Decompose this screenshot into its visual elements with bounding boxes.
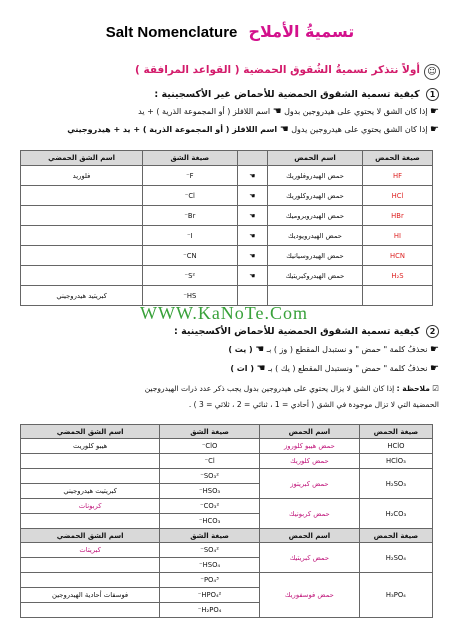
- cell-acid: حمض كلوريك: [259, 454, 359, 469]
- table-row: [21, 573, 433, 588]
- section1-rule2: [67, 124, 439, 135]
- cell-formula: HI: [362, 226, 432, 246]
- cell-acid: حمض كربونيك: [259, 499, 359, 529]
- section2-rule1-end: ( يت ): [228, 345, 253, 354]
- cell-ion: CN⁻: [143, 246, 237, 266]
- cell-formula: HClO₃: [359, 454, 432, 469]
- rule1-part-b: لا يحتوي على هيدروجين بدول: [284, 107, 382, 116]
- cell-acid: حمض الهيدرويوديك: [268, 226, 363, 246]
- cell-formula: H₂CO₃: [359, 499, 432, 529]
- cell-name: [21, 514, 160, 529]
- cell-name: فوسفات أحادية الهيدروجين: [21, 588, 160, 603]
- cell-ion: ClO⁻: [160, 439, 260, 454]
- watermark-url: WWW.KaNoTe.Com: [140, 303, 309, 323]
- cell-ion: PO₄³⁻: [160, 573, 260, 588]
- cell-acid: حمض الهيدروفلوريك: [268, 166, 363, 186]
- checkbox-icon: ☑: [432, 384, 439, 393]
- page-title: [100, 22, 360, 48]
- cell-ion: H₂PO₄⁻: [160, 603, 260, 618]
- table-header-row: [21, 151, 433, 166]
- th-arrow: [237, 151, 268, 166]
- table-header-row: [21, 425, 433, 439]
- table-row: [21, 226, 433, 246]
- table-row: [21, 454, 433, 469]
- cell-name: [21, 206, 143, 226]
- cell-formula: HCl: [362, 186, 432, 206]
- cell-ion: HSO₃⁻: [160, 484, 260, 499]
- th-ion-name: اسم الشق الحمضي: [21, 151, 143, 166]
- cell-acid: حمض الهيدروبروميك: [268, 206, 363, 226]
- cell-name: [21, 186, 143, 206]
- rule2-part-c: اسم اللافلز ( أو المجموعة الذرية ) + يد + هيدروجيني: [67, 125, 278, 134]
- th2-ion-name: اسم الشق الحمضي: [21, 529, 160, 543]
- arrow-pointer-icon: ☚: [279, 124, 289, 135]
- cell-ion: Br⁻: [143, 206, 237, 226]
- th2-ion-formula: صيغة الشق: [160, 529, 260, 543]
- th-acid-name: اسم الحمض: [268, 151, 363, 166]
- cell-ion: Cl⁻: [160, 454, 260, 469]
- section1-rule1: [138, 106, 439, 117]
- note-continued: الحمضية التي لا تزال موجودة في الشق ( أحادي = 1 ، ثنائي = 2 ، ثلاثي = 3 ) .: [188, 400, 439, 409]
- arrow-icon: ☚: [237, 266, 268, 286]
- rule2-part-a: إذا كان الشق يحتوي على هيدروجين: [309, 125, 428, 134]
- cell-formula: HBr: [362, 206, 432, 226]
- th2-acid-name: اسم الحمض: [259, 529, 359, 543]
- note-label: ملاحظة :: [396, 384, 430, 393]
- cell-acid: حمض هيبو كلوروز: [259, 439, 359, 454]
- section2-rule1: [228, 344, 439, 355]
- section2-heading: [174, 325, 439, 338]
- rule2-part-b: يدول: [291, 125, 308, 134]
- cell-acid: حمض كبريتوز: [259, 469, 359, 499]
- th-ion-name: اسم الشق الحمضي: [21, 425, 160, 439]
- cell-acid: حمض كبريتيك: [259, 543, 359, 573]
- hand-pointer-icon: ☛: [430, 363, 439, 374]
- hand-pointer-icon: ☛: [430, 344, 439, 355]
- hand-pointer-icon: ☛: [430, 106, 439, 117]
- cell-formula: H₂SO₃: [359, 469, 432, 499]
- table-row: [21, 246, 433, 266]
- title-english: Salt Nomenclature: [105, 24, 238, 41]
- cell-acid: حمض فوسفوريك: [259, 573, 359, 618]
- table-row: [21, 469, 433, 484]
- cell-name: كبريتيد هيدروجيني: [21, 286, 143, 306]
- table-oxygen-acids: [20, 424, 433, 618]
- cell-name: فلوريد: [21, 166, 143, 186]
- section2-rule2-text: نحذفُ كلمة " حمض " ونستبدل المقطع ( يك ) بـ: [268, 364, 428, 373]
- table-oxygen-free-acids: [20, 150, 433, 306]
- cell-acid: حمض الهيدروسيانيك: [268, 246, 363, 266]
- section1-heading: [154, 88, 439, 101]
- section1-number: 1: [426, 88, 439, 101]
- cell-name: [21, 226, 143, 246]
- cell-ion: HCO₃⁻: [160, 514, 260, 529]
- table-row: [21, 439, 433, 454]
- arrow-pointer-icon: ☚: [255, 344, 265, 355]
- cell-name: [21, 558, 160, 573]
- cell-formula: HCN: [362, 246, 432, 266]
- arrow-icon: ☚: [237, 186, 268, 206]
- rule1-part-a: إذا كان الشق: [383, 107, 428, 116]
- th-acid-formula: صيغة الحمض: [359, 425, 432, 439]
- arrow-icon: ☚: [237, 166, 268, 186]
- cell-name: كبريتيت هيدروجيني: [21, 484, 160, 499]
- arrow-icon: ☚: [237, 206, 268, 226]
- th-ion-formula: صيغة الشق: [160, 425, 260, 439]
- th-acid-formula: صيغة الحمض: [362, 151, 432, 166]
- cell-ion: F⁻: [143, 166, 237, 186]
- table-row: [21, 166, 433, 186]
- cell-ion: Cl⁻: [143, 186, 237, 206]
- note-text: إذا كان الشق لا يزال يحتوي على هيدروجين بدول يجب ذكر عدد ذرات الهيدروجين: [144, 384, 395, 393]
- table-row: [21, 266, 433, 286]
- cell-ion: SO₃²⁻: [160, 469, 260, 484]
- cell-acid: حمض الهيدروكبريتيك: [268, 266, 363, 286]
- cell-name: كربونات: [21, 499, 160, 514]
- cell-name: [21, 469, 160, 484]
- section2-rule2-end: ( ات ): [230, 364, 254, 373]
- cell-ion: I⁻: [143, 226, 237, 246]
- cell-name: [21, 603, 160, 618]
- th-ion-formula: صيغة الشق: [143, 151, 237, 166]
- section1-heading-text: كيفية تسمية الشقوق الحمضية للأحماض غير الأكسجينية :: [154, 89, 420, 100]
- cell-formula: H₃PO₄: [359, 573, 432, 618]
- cell-ion: S²⁻: [143, 266, 237, 286]
- title-arabic: تسميةُ الأملاح: [248, 22, 355, 41]
- cell-formula: HClO: [359, 439, 432, 454]
- cell-name: [21, 454, 160, 469]
- cell-formula: [362, 286, 432, 306]
- cell-formula: HF: [362, 166, 432, 186]
- arrow-icon: ☚: [237, 246, 268, 266]
- note: [145, 384, 439, 393]
- intro-heading: أولاً نتذكر تسميةُ الشُقوق الحمضية ( القواعد المرافقة ): [135, 64, 420, 76]
- section2-heading-text: كيفية تسمية الشقوق الحمضية للأحماض الأكسجينية :: [174, 326, 420, 337]
- arrow-icon: ☚: [237, 226, 268, 246]
- cell-name: [21, 246, 143, 266]
- cell-name: هيبو كلوريت: [21, 439, 160, 454]
- smiley-icon: ☺: [424, 64, 440, 80]
- table-header-row-2: [21, 529, 433, 543]
- cell-acid: حمض الهيدروكلوريك: [268, 186, 363, 206]
- cell-name: كبريتات: [21, 543, 160, 558]
- cell-ion: SO₄²⁻: [160, 543, 260, 558]
- table-row: [21, 543, 433, 558]
- cell-ion: HSO₄⁻: [160, 558, 260, 573]
- cell-name: [21, 266, 143, 286]
- section2-rule1-text: نحذفُ كلمة " حمض " و نستبدل المقطع ( وز ) بـ: [266, 345, 428, 354]
- cell-ion: CO₃²⁻: [160, 499, 260, 514]
- cell-formula: H₂SO₄: [359, 543, 432, 573]
- cell-ion: HPO₄²⁻: [160, 588, 260, 603]
- table-row: [21, 206, 433, 226]
- th2-acid-formula: صيغة الحمض: [359, 529, 432, 543]
- section2-number: 2: [426, 325, 439, 338]
- arrow-pointer-icon: ☚: [272, 106, 282, 117]
- table-row: [21, 186, 433, 206]
- table-row: [21, 499, 433, 514]
- th-acid-name: اسم الحمض: [259, 425, 359, 439]
- cell-formula: H₂S: [362, 266, 432, 286]
- cell-ion: HS⁻: [143, 286, 237, 306]
- cell-name: [21, 573, 160, 588]
- section2-rule2: [230, 363, 439, 374]
- arrow-pointer-icon: ☚: [256, 363, 266, 374]
- rule1-part-c: اسم اللافلز ( أو المجموعة الذرية ) + يد: [138, 107, 271, 116]
- hand-pointer-icon: ☛: [430, 124, 439, 135]
